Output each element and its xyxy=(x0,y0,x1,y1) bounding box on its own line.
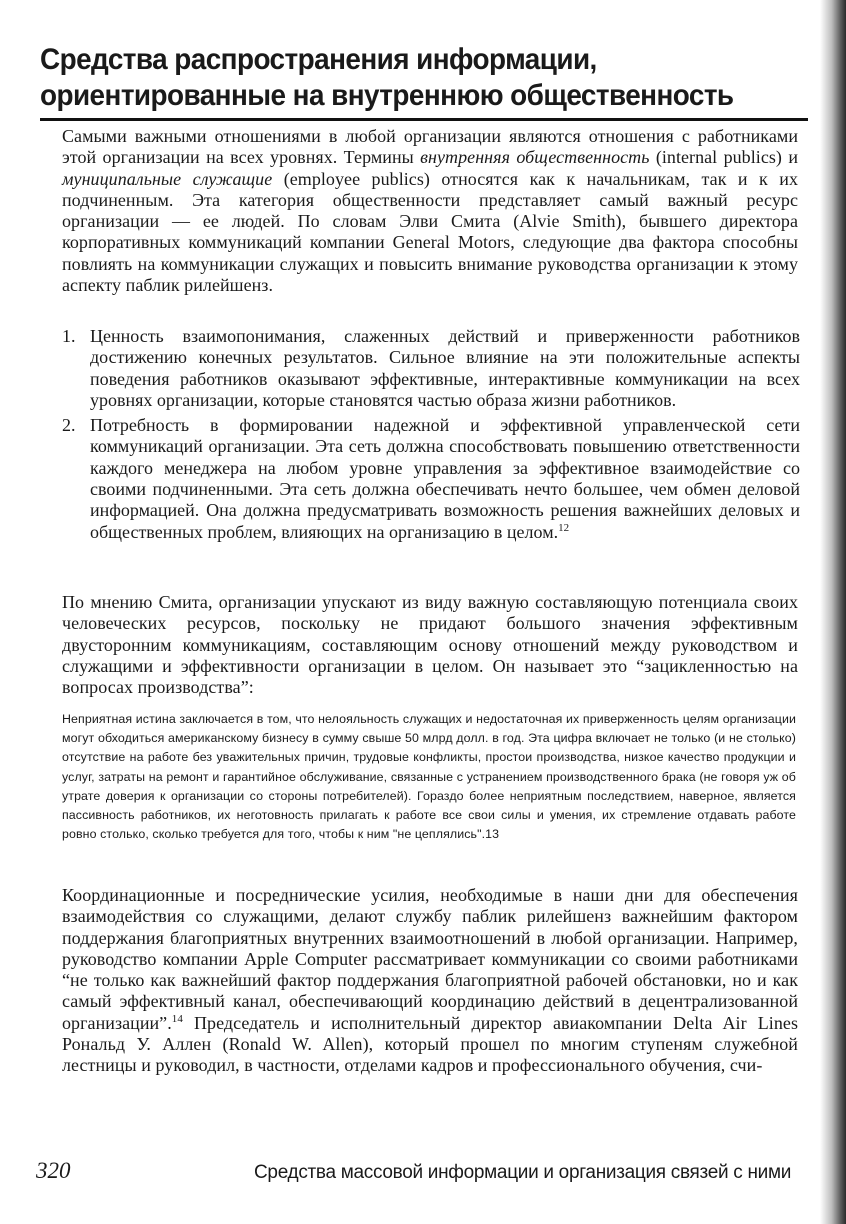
list-item-text-body: Потребность в формировании надежной и эффективной управленческой сети коммуникаций организации. Эта сеть должна способствовать повышению ответственности каждого менеджера на любом уровне управления за эффективное взаимодействие со своими подчиненными. Эта сеть должна обеспечивать нечто большее, чем обмен деловой информацией. Она должна предусматривать возможность решения важнейших деловых и общественных проблем, влияющих на организацию в целом. xyxy=(90,415,800,542)
title-rule xyxy=(40,118,808,121)
paragraph-intro xyxy=(62,126,798,296)
list-item-number: 1. xyxy=(62,326,76,346)
list-item-text xyxy=(90,415,800,543)
section-title-line-2: ориентированные на внутреннюю общественность xyxy=(40,79,734,112)
page-number: 320 xyxy=(36,1158,71,1183)
paragraph-intro-part-b: (internal publics) и xyxy=(649,147,798,168)
term-internal-publics: внутренняя общественность xyxy=(420,147,650,168)
section-title-line-1: Средства распространения информации, xyxy=(40,43,597,76)
list-item-text-body: Ценность взаимопонимания, слаженных действий и приверженности работников достижению конечных результатов. Сильное влияние на эти положительные аспекты поведения работников оказывают эффективные, интерактивные коммуникации на всех уровнях организации, которые становятся частью образа жизни работников. xyxy=(90,326,800,410)
section-title xyxy=(40,42,747,114)
term-employee-publics: муниципальные служащие xyxy=(62,168,273,189)
factors-list xyxy=(62,326,800,547)
paragraph-coordination xyxy=(62,885,798,1077)
paragraph-coordination-part-b: Председатель и исполнительный директор авиакомпании Delta Air Lines Рональд У. Аллен (Ronald W. Allen), который прошел по многим ступеням служебной лестницы и руководил, в частности, отделами кадров и профессионального обучения, счи- xyxy=(62,1012,798,1076)
paragraph-intro-part-c: (employee publics) относятся как к начальникам, так и к их подчиненным. Эта категория общественности представляет самый важный ресурс организации — ее людей. По словам Элви Смита (Alvie Smith), бывшего директора корпоративных коммуникаций компании General Motors, следующие два фактора способны повлиять на коммуникации служащих и повысить внимание руководства организации к этому аспекту паблик рилейшенз. xyxy=(62,168,798,296)
paragraph-intro-part-a: Самыми важными отношениями в любой организации являются отношения с работниками этой организации на всех уровнях. Термины xyxy=(62,126,798,168)
footnote-ref-14: 14 xyxy=(171,1012,183,1025)
list-item-number: 2. xyxy=(62,415,76,436)
footnote-ref-12: 12 xyxy=(558,521,570,534)
scan-shadow-edge xyxy=(820,0,846,1224)
block-quote: Неприятная истина заключается в том, что нелояльность служащих и недостаточная их приверженность целям организации могут обходиться американскому бизнесу в сумму свыше 50 млрд долл. в год. Эта цифра включает не только (и не столько) отсутствие на работе без уважительных причин, трудовые конфликты, простои производства, низкое качество продукции и услуг, затраты на ремонт и гарантийное обслуживание, связанные с устранением производственного брака (не говоря уж об утрате доверия к организации со стороны потребителей). Гораздо более неприятным последствием, наверное, является пассивность работников, их неготовность прилагать к работе все свои силы и умения, их стремление отдавать работе ровно столько, сколько требуется для того, чтобы к ним "не цеплялись".13 xyxy=(62,712,796,842)
paragraph-coordination-part-a: Координационные и посреднические усилия, необходимые в наши дни для обеспечения взаимодействия со служащими, делают службу паблик рилейшенз важнейшим фактором поддержания благоприятных внутренних взаимоотношений в любой организации. Например, руководство компании Apple Computer рассматривает коммуникации со своими работниками “не только как важнейший фактор поддержания благоприятной рабочей обстановки, но и как самый эффективный канал, обеспечивающий координацию действий в децентрализованной организации”. xyxy=(62,885,798,1033)
paragraph-smith-opinion: По мнению Смита, организации упускают из виду важную составляющую потенциала своих человеческих ресурсов, поскольку не придают большого значения эффективным двусторонним коммуникациям, составляющим основу отношений между руководством и служащими и эффективности организации в целом. Он называет это “зацикленностью на вопросах производства”: xyxy=(62,592,798,698)
list-item-text xyxy=(90,326,800,411)
page-footer xyxy=(36,1158,806,1188)
list-item xyxy=(62,326,800,411)
list-item xyxy=(62,415,800,543)
running-head: Средства массовой информации и организация связей с ними xyxy=(254,1162,792,1183)
